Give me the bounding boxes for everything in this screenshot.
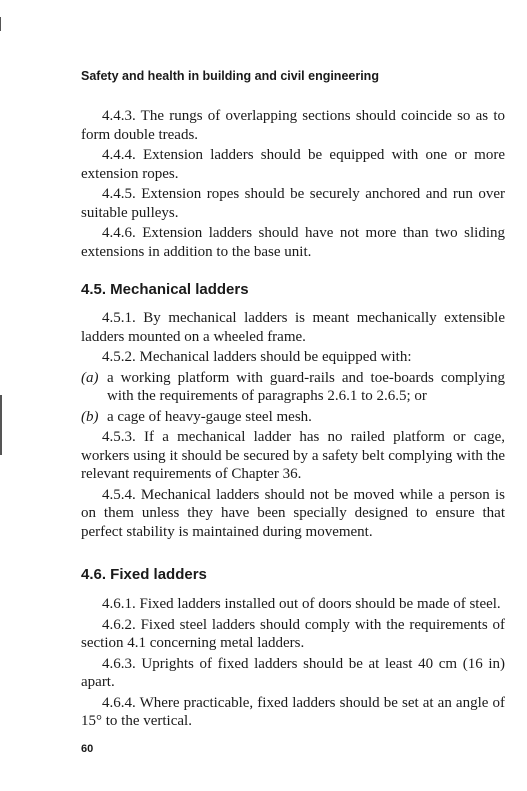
paragraph-4-4-3: 4.4.3. The rungs of overlapping sections should coincide so as to form double treads. — [81, 108, 505, 143]
paragraph-4-5-3: 4.5.3. If a mechanical ladder has no railed platform or cage, workers using it should be secured by a safety belt complying with the relevant requirements of Chapter 36. — [81, 429, 505, 482]
list-item-label: (a) — [81, 369, 99, 386]
scan-edge-mark — [0, 17, 1, 31]
page-number: 60 — [81, 743, 94, 755]
paragraph-4-5-2: 4.5.2. Mechanical ladders should be equipped with: — [102, 349, 412, 365]
paragraph-4-5-4: 4.5.4. Mechanical ladders should not be moved while a person is on them unless they have been specially designed to ensure that perfect stability is maintained during movement. — [81, 486, 505, 540]
list-item-text: a cage of heavy-gauge steel mesh. — [107, 408, 312, 425]
section-heading-fixed-ladders: 4.6. Fixed ladders — [81, 566, 207, 583]
running-head: Safety and health in building and civil engineering — [81, 69, 379, 83]
body-text — [81, 107, 505, 733]
list-item-label: (b) — [81, 408, 99, 425]
paragraph-4-5-1: 4.5.1. By mechanical ladders is meant mechanically extensible ladders mounted on a wheeled frame. — [81, 310, 505, 345]
paragraph-4-6-4: 4.6.4. Where practicable, fixed ladders should be set at an angle of 15° to the vertical. — [81, 694, 505, 729]
paragraph-4-4-6: 4.4.6. Extension ladders should have not more than two sliding extensions in addition to the base unit. — [81, 225, 505, 260]
list-item-b — [81, 408, 505, 427]
paragraph-4-4-5: 4.4.5. Extension ropes should be securely anchored and run over suitable pulleys. — [81, 186, 505, 221]
paragraph-4-6-3: 4.6.3. Uprights of fixed ladders should be at least 40 cm (16 in) apart. — [81, 655, 505, 690]
paragraph-4-6-1: 4.6.1. Fixed ladders installed out of doors should be made of steel. — [102, 596, 501, 612]
paragraph-4-4-4: 4.4.4. Extension ladders should be equipped with one or more extension ropes. — [81, 147, 505, 182]
section-heading-mechanical-ladders: 4.5. Mechanical ladders — [81, 281, 249, 298]
paragraph-4-6-2: 4.6.2. Fixed steel ladders should comply with the requirements of section 4.1 concerning metal ladders. — [81, 616, 505, 651]
scan-edge-mark — [0, 395, 2, 455]
list-item-text: a working platform with guard-rails and toe-boards complying with the requirements of paragraphs 2.6.1 to 2.6.5; or — [107, 369, 505, 404]
list-item-a — [81, 369, 505, 406]
